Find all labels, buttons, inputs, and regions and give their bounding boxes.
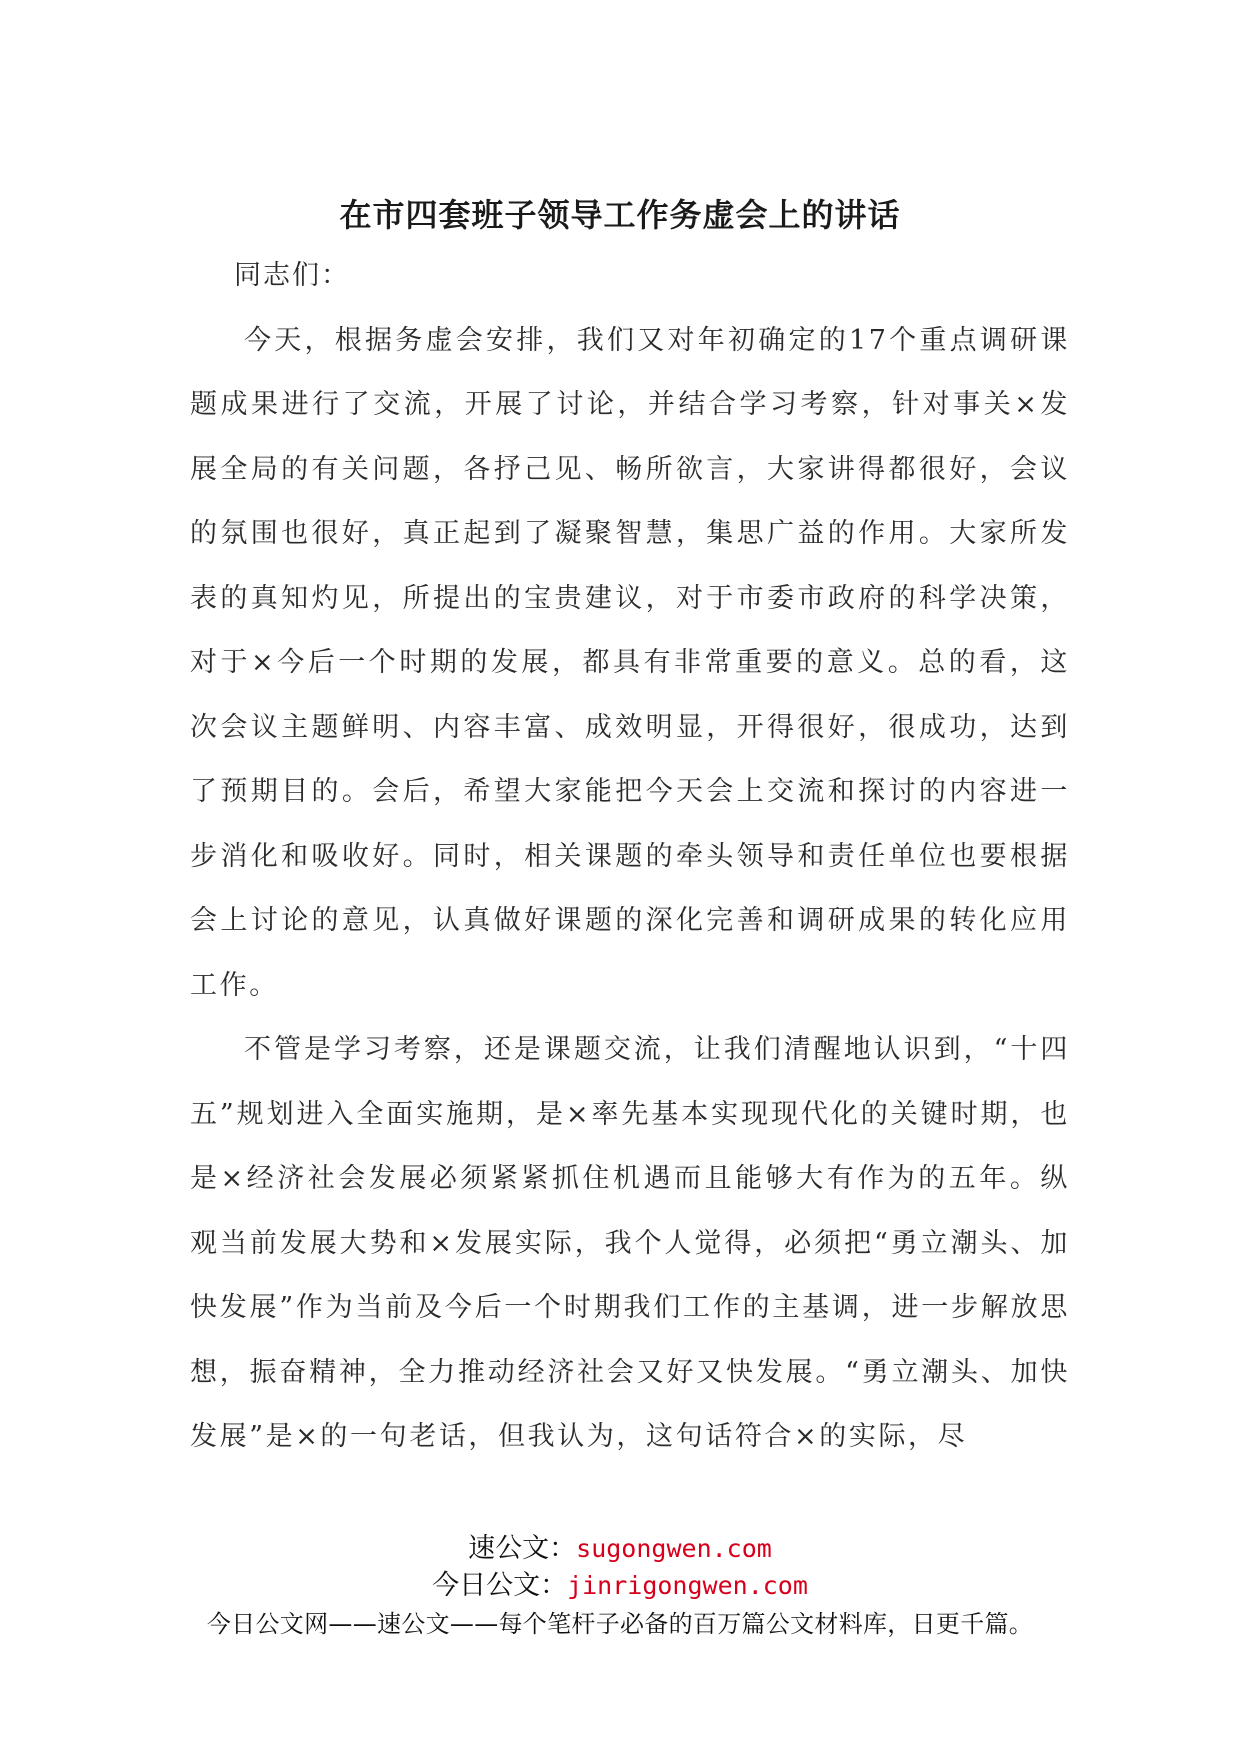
footer-label-jinrigongwen: 今日公文： [432, 1570, 568, 1601]
footer-line-jinrigongwen [0, 1567, 1240, 1604]
document-body [190, 244, 1070, 1470]
footer-link-sugongwen[interactable]: sugongwen.com [576, 1534, 772, 1563]
footer-line-sugongwen [0, 1530, 1240, 1567]
salutation: 同志们： [234, 260, 350, 291]
footer-link-jinrigongwen[interactable]: jinrigongwen.com [567, 1571, 808, 1600]
body-paragraph-1: 今天，根据务虚会安排，我们又对年初确定的17个重点调研课题成果进行了交流，开展了讨论，并结合学习考察，针对事关×发展全局的有关问题，各抒己见、畅所欲言，大家讲得都很好，会议的氛围也很好，真正起到了凝聚智慧，集思广益的作用。大家所发表的真知灼见，所提出的宝贵建议，对于市委市政府的科学决策，对于×今后一个时期的发展，都具有非常重要的意义。总的看，这次会议主题鲜明、内容丰富、成效明显，开得很好，很成功，达到了预期目的。会后，希望大家能把今天会上交流和探讨的内容进一步消化和吸收好。同时，相关课题的牵头领导和责任单位也要根据会上讨论的意见，认真做好课题的深化完善和调研成果的转化应用工作。 [190, 324, 1070, 1001]
footer-slogan: 今日公文网——速公文——每个笔杆子必备的百万篇公文材料库，日更千篇。 [206, 1610, 1034, 1638]
footer-label-sugongwen: 速公文： [468, 1533, 577, 1564]
document-title: 在市四套班子领导工作务虚会上的讲话 [339, 196, 901, 234]
footer [0, 1530, 1240, 1640]
body-paragraph-2: 不管是学习考察，还是课题交流，让我们清醒地认识到，“十四五”规划进入全面实施期，是×率先基本实现现代化的关键时期，也是×经济社会发展必须紧紧抓住机遇而且能够大有作为的五年。纵观当前发展大势和×发展实际，我个人觉得，必须把“勇立潮头、加快发展”作为当前及今后一个时期我们工作的主基调，进一步解放思想，振奋精神，全力推动经济社会又好又快发展。“勇立潮头、加快发展”是×的一句老话，但我认为，这句话符合×的实际，尽 [190, 1034, 1070, 1452]
